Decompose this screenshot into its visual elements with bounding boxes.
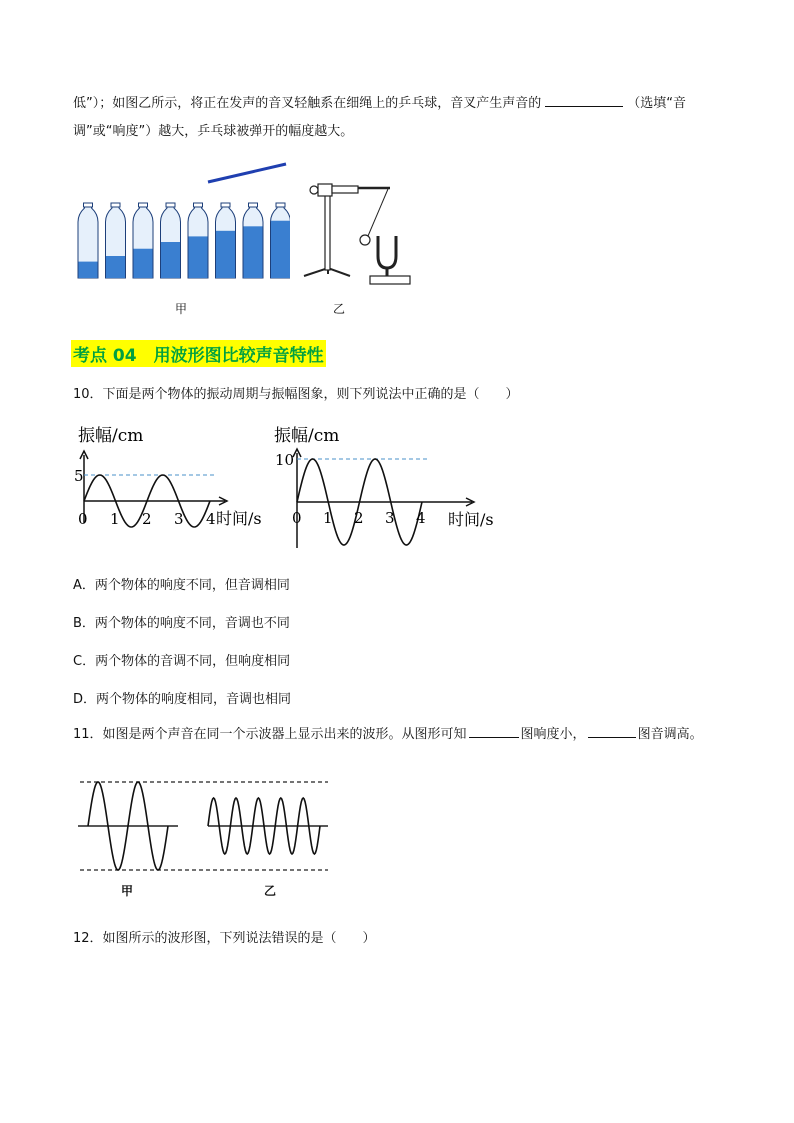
left-amp-label: 5 bbox=[74, 467, 84, 485]
left-xlabel: 时间/s bbox=[216, 509, 262, 528]
bottle-lip bbox=[139, 203, 148, 207]
q10-option-b[interactable]: B．两个物体的响度不同，音调也不同 bbox=[73, 616, 290, 631]
q11-oscilloscope-figure bbox=[70, 770, 340, 880]
right-amp-label: 10 bbox=[275, 451, 295, 469]
tick-label: 0 bbox=[78, 510, 88, 528]
q9-line1 bbox=[73, 94, 686, 113]
ping-pong-ball bbox=[360, 235, 370, 245]
section-number: 04 bbox=[112, 346, 137, 366]
stand-pole bbox=[325, 192, 330, 270]
bottle-water bbox=[106, 256, 125, 278]
q9-text-a: 低”）；如图乙所示，将正在发声的音叉轻触系在细绳上的乒乓球，音叉产生声音的 bbox=[73, 96, 542, 111]
bottle-water bbox=[79, 262, 98, 278]
bottle-lip bbox=[84, 203, 93, 207]
tick-label: 3 bbox=[174, 510, 184, 528]
q9-line2: 调”或“响度”）越大，乒乓球被弹开的幅度越大。 bbox=[73, 124, 354, 139]
q10-stem: 10．下面是两个物体的振动周期与振幅图象，则下列说法中正确的是（ ） bbox=[73, 387, 519, 402]
q10-chart-right bbox=[272, 423, 512, 553]
string bbox=[368, 189, 388, 236]
q9-text-b: （选填“音 bbox=[627, 96, 686, 111]
right-ylabel: 振幅/cm bbox=[274, 426, 340, 446]
tick-label: 0 bbox=[292, 509, 302, 527]
bottle-lip bbox=[194, 203, 203, 207]
right-ticks bbox=[292, 509, 426, 527]
bottle-water bbox=[271, 221, 290, 278]
bottle-water bbox=[189, 236, 208, 278]
section-heading bbox=[71, 340, 326, 367]
fork-base bbox=[370, 276, 410, 284]
q11-blank-1[interactable] bbox=[469, 725, 519, 738]
bottle-lip bbox=[166, 203, 175, 207]
q9-caption-right: 乙 bbox=[333, 302, 346, 316]
bottle-lip bbox=[111, 203, 120, 207]
q11-text-a: 11．如图是两个声音在同一个示波器上显示出来的波形。从图形可知 bbox=[73, 727, 467, 742]
q11-caption-right: 乙 bbox=[264, 884, 277, 898]
q12-stem: 12．如图所示的波形图，下列说法错误的是（ ） bbox=[73, 931, 376, 946]
tuning-fork bbox=[378, 236, 396, 268]
q11-blank-2[interactable] bbox=[588, 725, 636, 738]
tick-label: 1 bbox=[110, 510, 120, 528]
bottle-water bbox=[134, 249, 153, 278]
q10-option-c[interactable]: C．两个物体的音调不同，但响度相同 bbox=[73, 654, 291, 669]
striking-stick bbox=[208, 164, 286, 182]
q10-chart-left bbox=[70, 425, 270, 555]
q11-caption-left: 甲 bbox=[121, 884, 134, 898]
q11-text-b: 图响度小， bbox=[520, 727, 586, 742]
bottle-group bbox=[78, 203, 290, 278]
bottle-water bbox=[161, 242, 180, 278]
bottle-water bbox=[244, 226, 263, 278]
bottle-water bbox=[216, 231, 235, 278]
q9-caption-left: 甲 bbox=[175, 302, 188, 316]
q9-answer-blank[interactable] bbox=[545, 94, 623, 107]
section-label: 考点 bbox=[73, 346, 113, 366]
tick-label: 4 bbox=[206, 510, 216, 528]
section-title: 用波形图比较声音特性 bbox=[153, 346, 324, 366]
q10-option-d[interactable]: D．两个物体的响度相同，音调也相同 bbox=[73, 692, 292, 707]
right-xlabel: 时间/s bbox=[448, 510, 494, 529]
bottle-lip bbox=[221, 203, 230, 207]
q11-text-c: 图音调高。 bbox=[637, 727, 703, 742]
q10-option-a[interactable]: A．两个物体的响度不同，但音调相同 bbox=[73, 578, 290, 593]
tick-label: 2 bbox=[354, 509, 364, 527]
tuning-fork-figure bbox=[298, 176, 416, 288]
tick-label: 4 bbox=[416, 509, 426, 527]
tick-label: 3 bbox=[385, 509, 395, 527]
tick-label: 2 bbox=[142, 510, 152, 528]
tick-label: 1 bbox=[323, 509, 333, 527]
bottle-lip bbox=[276, 203, 285, 207]
clamp-arm bbox=[332, 186, 358, 193]
q11-stem bbox=[73, 725, 703, 744]
left-ylabel: 振幅/cm bbox=[78, 426, 144, 446]
bottles-figure bbox=[70, 160, 290, 285]
bottle-lip bbox=[249, 203, 258, 207]
left-ticks bbox=[78, 510, 216, 528]
